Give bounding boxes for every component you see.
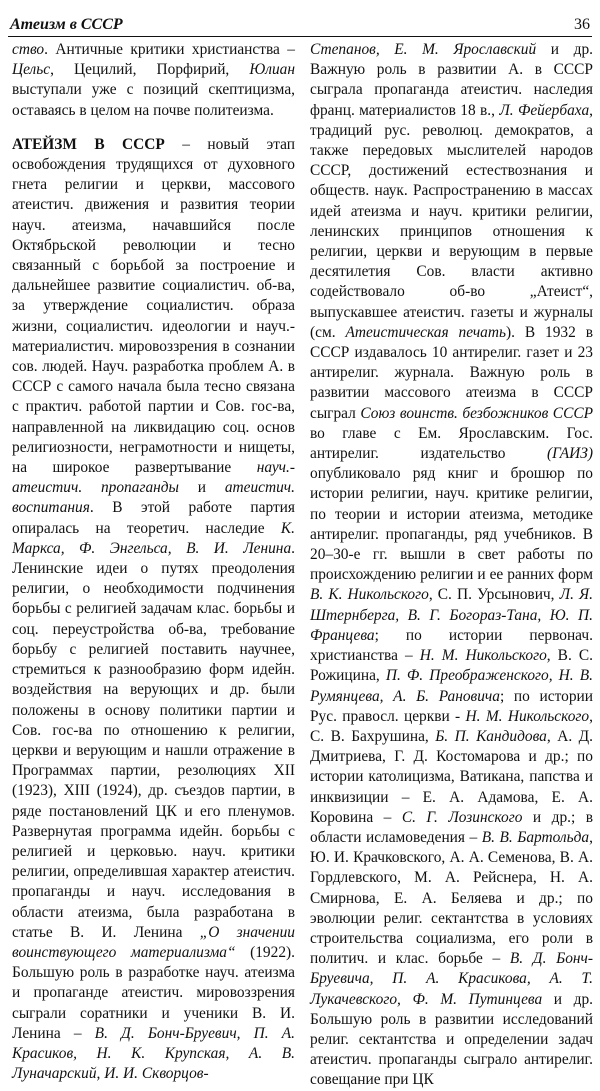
article-headword: АТЕЙЗМ В СССР (12, 135, 165, 153)
header-rule (8, 36, 592, 37)
running-title: Атеизм в СССР (10, 16, 123, 33)
article-body-continued: Степанов, Е. М. Ярославский и др. Важную роль в развитии А. в СССР сыграла пропаганда атеистич. наследия франц. материалистов 18 в., Л. Фейербаха, традиций рус. революц. демократов, а также передовых мыслителей народов СССР, достижений естествознания и обществ. наук. Распространению в массах идей атеизма и науч. критики религии, ленинских принципов отношения к религии, церкви и верующим в первые десятилетия Сов. власти активно содействовало об-во „Атеист“, выпускавшее атеистич. газеты и журналы (см. Атеистическая печать). В 1932 в СССР издавалось 10 антирелиг. газет и 23 антирелиг. журнала. Важную роль в развитии массового атеизма в СССР сыграл Союз воинств. безбожников СССР во главе с Ем. Ярославским. Гос. антирелиг. издательство (ГАИЗ) опубликовало ряд книг и брошюр по истории религии, науч. критике религии, по теории и истории атеизма, методике антирелиг. пропаганды, ряд учебников. В 20–30-е гг. вышли в свет работы по происхождению религии и ее ранних форм В. К. Никольского, С. П. Урсынович, Л. Я. Штернберга, В. Г. Богораз-Тана, Ю. П. Францева; по истории первонач. христианства – Н. М. Никольского, В. С. Рожицина, П. Ф. Преображенского, Н. В. Румянцева, А. Б. Рановича; по истории Рус. правосл. церкви - Н. М. Никольского, С. В. Бахрушина, Б. П. Кандидова, А. Д. Дмитриева, Г. Д. Костомарова и др.; по истории католицизма, Ватикана, папства и инквизиции – Е. А. Адамова, Е. А. Коровина – С. Г. Лозинского и др.; в области исламоведения – В. В. Бартольда, Ю. И. Крачковского, А. А. Семенова, В. А. Гордлевского, М. А. Рейснера, Н. А. Смирнова, Е. А. Беляева и др.; по эволюции религ. сектантства в условиях строительства социализма, его роли в политич. и клас. борьбе – В. Д. Бонч-Бруевича, П. А. Красикова, А. Т. Лукачевского, Ф. М. Путинцева и др. Большую роль в развитии исследований религ. сектантства и определении задач атеистич. пропаганды сыграло антирелиг. совещание при ЦК (310, 41, 594, 1089)
page-number: 36 (574, 16, 590, 33)
running-header (10, 12, 590, 34)
previous-article-tail: ство. Античные критики христианства – Цельс, Цецилий, Порфирий, Юлиан выступали уже с позиций скептицизма, оставаясь в целом на почве политеизма. (12, 41, 295, 119)
left-column (12, 40, 295, 1084)
right-column (310, 40, 593, 1091)
article-body-start: АТЕЙЗМ В СССР – новый этап освобождения трудящихся от духовного гнета религии и церкви, массового атеистич. движения и развития теории науч. атеизма, начавшийся после Октябрьской революции и тесно связанный с борьбой за построение и дальнейшее развитие социалистич. об-ва, за утверждение социалистич. образа жизни, социалистич. идеологии и науч.-материалистич. мировоззрения в сознании сов. людей. Науч. разработка проблем А. в СССР с самого начала была тесно связана с практич. работой партии и Сов. гос-ва, направленной на ликвидацию соц. основ религиозности, неграмотности и нищеты, на широкое развертывание науч.-атеистич. пропаганды и атеистич. воспитания. В этой работе партия опиралась на теоретич. наследие К. Маркса, Ф. Энгельса, В. И. Ленина. Ленинские идеи о путях преодоления религии, о необходимости подчинения борьбы с религией задачам клас. борьбы и соц. переустройства об-ва, требование борьбу с религией поставить научнее, стремиться к разнообразию форм идейн. воздействия на верующих и др. были положены в основу политики партии и Сов. гос-ва по отношению к религии, церкви и верующим и нашли отражение в Программах партии, резолюциях XII (1923), XIII (1924), др. съездов партии, в ряде постановлений ЦК и его пленумов. Развернутая программа идейн. борьбы с религией и церковью. науч. критики религии, определившая характер атеистич. пропаганды и науч. исследования в области атеизма, была разработана в статье В. И. Ленина „О значении воинствующего материализма“ (1922). Большую роль в разработке науч. атеизма и пропаганде атеистич. мировоззрения сыграли соратники и ученики В. И. Ленина – В. Д. Бонч-Бруевич, П. А. Красиков, Н. К. Крупская, А. В. Луначарский, И. И. Скворцов- (12, 135, 295, 1083)
